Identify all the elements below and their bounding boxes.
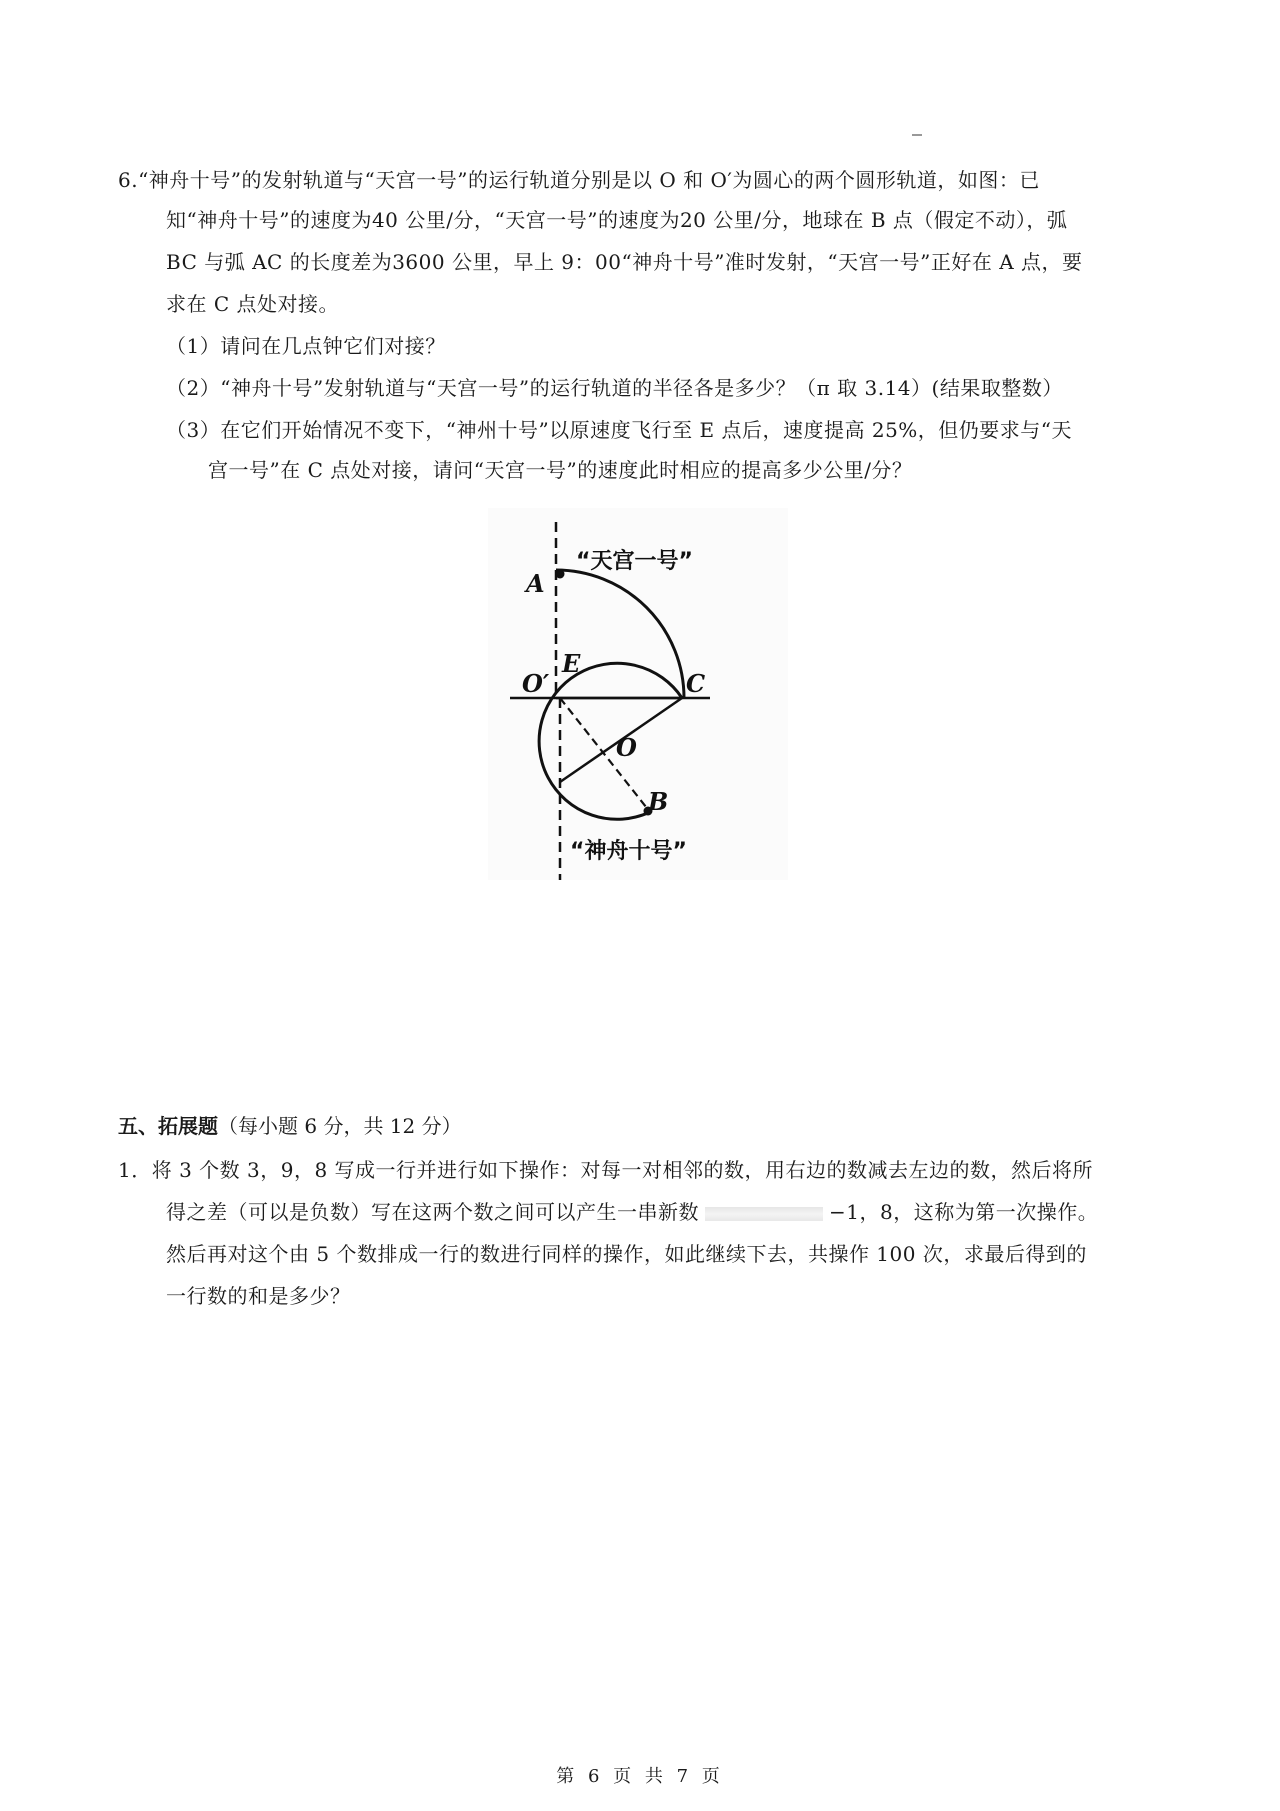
label-c: C [686, 669, 706, 698]
q1-line-2 [166, 1198, 1098, 1226]
label-o-prime: O′ [522, 669, 550, 698]
q6-line-1: 6.“神舟十号”的发射轨道与“天宫一号”的运行轨道分别是以 O 和 O′为圆心的两个圆形轨道，如图：已 [118, 168, 1040, 192]
q1-line-3: 然后再对这个由 5 个数排成一行的数进行同样的操作，如此继续下去，共操作 100 次，求最后得到的 [166, 1242, 1087, 1266]
redacted-region [705, 1207, 823, 1221]
section-5-title: 五、拓展题 [118, 1114, 218, 1138]
q6-line-2: 知“神舟十号”的速度为40 公里/分，“天宫一号”的速度为20 公里/分，地球在 B 点（假定不动），弧 [166, 208, 1068, 232]
label-tiangong: “天宫一号” [576, 549, 693, 574]
orbit-diagram-svg [488, 508, 788, 880]
section-5-heading [118, 1112, 462, 1140]
q6-sub3-line2: 宫一号”在 C 点处对接，请问“天宫一号”的速度此时相应的提高多少公里/分？ [208, 458, 913, 482]
q6-sub1: （1）请问在几点钟它们对接？ [166, 334, 446, 358]
q6-line-4: 求在 C 点处对接。 [166, 292, 340, 316]
label-e: E [562, 649, 581, 678]
q1-line-2-text: 得之差（可以是负数）写在这两个数之间可以产生一串新数 [166, 1200, 699, 1224]
q6-sub2: （2）“神舟十号”发射轨道与“天宫一号”的运行轨道的半径各是多少？（π 取 3.14）(结果取整数） [166, 376, 1063, 400]
scan-speck [912, 134, 922, 136]
label-o: O [616, 733, 637, 762]
section-5-note: （每小题 6 分，共 12 分） [218, 1114, 462, 1138]
q1-line-4: 一行数的和是多少？ [166, 1284, 351, 1308]
label-shenzhou: “神舟十号” [570, 839, 687, 864]
label-a: A [526, 569, 545, 598]
orbit-diagram [488, 508, 788, 880]
q6-sub3-line1: （3）在它们开始情况不变下，“神州十号”以原速度飞行至 E 点后，速度提高 25%，但仍要求与“天 [166, 418, 1073, 442]
point-a-marker [556, 570, 565, 579]
page-number: 第 6 页 共 7 页 [556, 1766, 724, 1787]
q1-line-1: 1．将 3 个数 3，9，8 写成一行并进行如下操作：对每一对相邻的数，用右边的数减去左边的数，然后将所 [118, 1158, 1094, 1182]
q1-line-2-tail: −1，8，这称为第一次操作。 [829, 1200, 1099, 1224]
label-b: B [648, 787, 669, 816]
q6-line-3: BC 与弧 AC 的长度差为3600 公里，早上 9：00“神舟十号”准时发射，“天宫一号”正好在 A 点，要 [166, 250, 1083, 274]
